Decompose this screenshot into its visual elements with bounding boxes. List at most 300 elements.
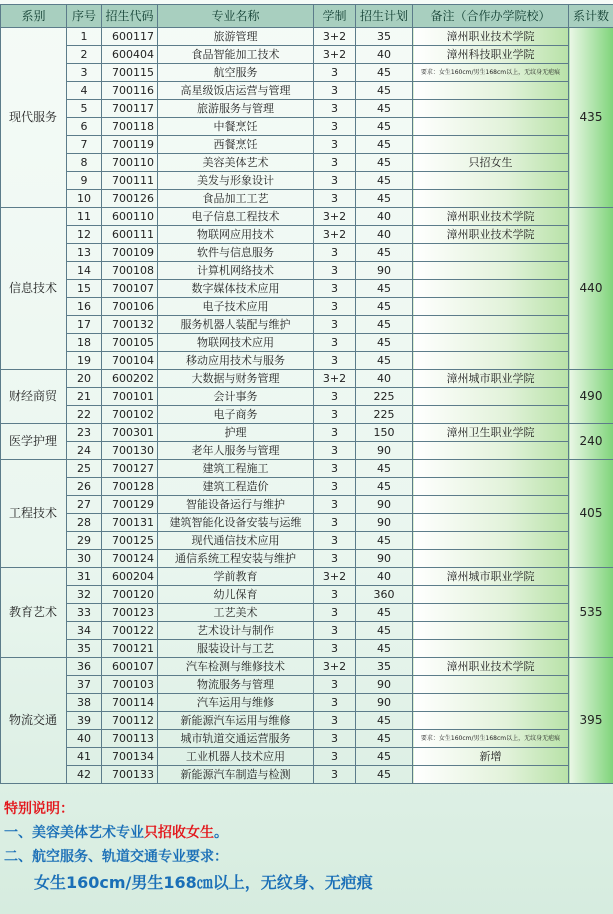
plan-cell: 45 (356, 748, 413, 766)
note-cell: 漳州职业技术学院 (413, 208, 569, 226)
major-cell: 艺术设计与制作 (158, 622, 314, 640)
table-row (1, 532, 613, 550)
note-cell (413, 694, 569, 712)
major-cell: 电子商务 (158, 406, 314, 424)
years-cell: 3 (314, 262, 356, 280)
seq-cell: 5 (67, 100, 102, 118)
code-cell: 700126 (102, 190, 158, 208)
note-cell: 要求：女生160cm/男生168cm以上，无纹身无疤痕 (413, 730, 569, 748)
years-cell: 3+2 (314, 46, 356, 64)
seq-cell: 29 (67, 532, 102, 550)
table-header (1, 5, 613, 28)
table-row (1, 622, 613, 640)
seq-cell: 19 (67, 352, 102, 370)
table-row (1, 478, 613, 496)
major-cell: 新能源汽车运用与维修 (158, 712, 314, 730)
major-cell: 美发与形象设计 (158, 172, 314, 190)
note-cell (413, 172, 569, 190)
plan-cell: 45 (356, 532, 413, 550)
header-plan: 招生计划 (356, 5, 413, 28)
plan-cell: 90 (356, 262, 413, 280)
major-cell: 移动应用技术与服务 (158, 352, 314, 370)
years-cell: 3+2 (314, 226, 356, 244)
header-total: 系计数 (569, 5, 613, 28)
code-cell: 700116 (102, 82, 158, 100)
seq-cell: 16 (67, 298, 102, 316)
note-cell: 只招女生 (413, 154, 569, 172)
code-cell: 700111 (102, 172, 158, 190)
years-cell: 3 (314, 406, 356, 424)
note-cell (413, 766, 569, 784)
seq-cell: 23 (67, 424, 102, 442)
note-cell (413, 244, 569, 262)
plan-cell: 45 (356, 460, 413, 478)
major-cell: 汽车运用与维修 (158, 694, 314, 712)
seq-cell: 24 (67, 442, 102, 460)
note-cell (413, 406, 569, 424)
code-cell: 700117 (102, 100, 158, 118)
note-cell: 新增 (413, 748, 569, 766)
table-row (1, 226, 613, 244)
plan-cell: 150 (356, 424, 413, 442)
code-cell: 700109 (102, 244, 158, 262)
years-cell: 3+2 (314, 28, 356, 46)
major-cell: 新能源汽车制造与检测 (158, 766, 314, 784)
header-code: 招生代码 (102, 5, 158, 28)
code-cell: 700113 (102, 730, 158, 748)
plan-cell: 45 (356, 478, 413, 496)
table-row (1, 154, 613, 172)
years-cell: 3+2 (314, 658, 356, 676)
table-row (1, 640, 613, 658)
note-cell: 要求：女生160cm/男生168cm以上，无纹身无疤痕 (413, 64, 569, 82)
table-row (1, 676, 613, 694)
code-cell: 700112 (102, 712, 158, 730)
seq-cell: 11 (67, 208, 102, 226)
years-cell: 3+2 (314, 208, 356, 226)
plan-cell: 90 (356, 694, 413, 712)
plan-cell: 90 (356, 550, 413, 568)
plan-cell: 90 (356, 676, 413, 694)
dept-total-cell: 490 (569, 370, 613, 424)
seq-cell: 20 (67, 370, 102, 388)
table-row (1, 46, 613, 64)
major-cell: 物流服务与管理 (158, 676, 314, 694)
plan-cell: 45 (356, 136, 413, 154)
plan-cell: 35 (356, 28, 413, 46)
table-row (1, 442, 613, 460)
years-cell: 3 (314, 244, 356, 262)
seq-cell: 10 (67, 190, 102, 208)
table-row (1, 262, 613, 280)
note-cell: 漳州科技职业学院 (413, 46, 569, 64)
seq-cell: 18 (67, 334, 102, 352)
dept-total-cell: 395 (569, 658, 613, 784)
major-cell: 护理 (158, 424, 314, 442)
code-cell: 700105 (102, 334, 158, 352)
years-cell: 3 (314, 766, 356, 784)
seq-cell: 40 (67, 730, 102, 748)
dept-cell: 物流交通 (1, 658, 67, 784)
years-cell: 3 (314, 100, 356, 118)
major-cell: 工艺美术 (158, 604, 314, 622)
header-seq: 序号 (67, 5, 102, 28)
major-cell: 会计事务 (158, 388, 314, 406)
seq-cell: 42 (67, 766, 102, 784)
note-cell (413, 316, 569, 334)
years-cell: 3 (314, 118, 356, 136)
major-cell: 计算机网络技术 (158, 262, 314, 280)
code-cell: 700108 (102, 262, 158, 280)
code-cell: 700106 (102, 298, 158, 316)
major-cell: 通信系统工程安装与维护 (158, 550, 314, 568)
years-cell: 3 (314, 550, 356, 568)
note-cell (413, 280, 569, 298)
major-cell: 幼儿保育 (158, 586, 314, 604)
major-cell: 智能设备运行与维护 (158, 496, 314, 514)
table-row (1, 298, 613, 316)
note-cell (413, 604, 569, 622)
code-cell: 700129 (102, 496, 158, 514)
code-cell: 600202 (102, 370, 158, 388)
seq-cell: 34 (67, 622, 102, 640)
major-cell: 大数据与财务管理 (158, 370, 314, 388)
table-row (1, 280, 613, 298)
table-row (1, 370, 613, 388)
special-notes (0, 794, 613, 914)
years-cell: 3 (314, 136, 356, 154)
major-cell: 汽车检测与维修技术 (158, 658, 314, 676)
table-row (1, 424, 613, 442)
plan-cell: 90 (356, 514, 413, 532)
major-cell: 现代通信技术应用 (158, 532, 314, 550)
note-cell (413, 514, 569, 532)
seq-cell: 21 (67, 388, 102, 406)
seq-cell: 41 (67, 748, 102, 766)
seq-cell: 9 (67, 172, 102, 190)
plan-cell: 45 (356, 352, 413, 370)
table-row (1, 748, 613, 766)
note-cell (413, 136, 569, 154)
seq-cell: 2 (67, 46, 102, 64)
plan-cell: 45 (356, 118, 413, 136)
plan-cell: 45 (356, 622, 413, 640)
code-cell: 700127 (102, 460, 158, 478)
major-cell: 美容美体艺术 (158, 154, 314, 172)
note-cell (413, 388, 569, 406)
major-cell: 学前教育 (158, 568, 314, 586)
table-row (1, 586, 613, 604)
major-cell: 软件与信息服务 (158, 244, 314, 262)
seq-cell: 37 (67, 676, 102, 694)
years-cell: 3 (314, 730, 356, 748)
seq-cell: 33 (67, 604, 102, 622)
code-cell: 600117 (102, 28, 158, 46)
dept-total-cell: 435 (569, 28, 613, 208)
table-row (1, 712, 613, 730)
code-cell: 600404 (102, 46, 158, 64)
plan-cell: 45 (356, 100, 413, 118)
table-row (1, 766, 613, 784)
years-cell: 3 (314, 442, 356, 460)
major-cell: 中餐烹饪 (158, 118, 314, 136)
note-cell: 漳州职业技术学院 (413, 658, 569, 676)
note-cell (413, 262, 569, 280)
note-cell (413, 442, 569, 460)
note-line-1-b: 只招收女生 (144, 825, 214, 841)
table-row (1, 604, 613, 622)
dept-cell: 教育艺术 (1, 568, 67, 658)
dept-cell: 财经商贸 (1, 370, 67, 424)
code-cell: 700104 (102, 352, 158, 370)
major-cell: 建筑智能化设备安装与运维 (158, 514, 314, 532)
code-cell: 600107 (102, 658, 158, 676)
plan-cell: 45 (356, 154, 413, 172)
table-row (1, 316, 613, 334)
years-cell: 3 (314, 586, 356, 604)
years-cell: 3 (314, 280, 356, 298)
major-cell: 服务机器人装配与维护 (158, 316, 314, 334)
code-cell: 700128 (102, 478, 158, 496)
table-row (1, 514, 613, 532)
seq-cell: 17 (67, 316, 102, 334)
code-cell: 700131 (102, 514, 158, 532)
plan-cell: 45 (356, 190, 413, 208)
plan-cell: 45 (356, 730, 413, 748)
note-cell (413, 640, 569, 658)
code-cell: 700124 (102, 550, 158, 568)
years-cell: 3 (314, 190, 356, 208)
plan-cell: 45 (356, 298, 413, 316)
note-cell (413, 478, 569, 496)
seq-cell: 1 (67, 28, 102, 46)
years-cell: 3 (314, 694, 356, 712)
note-line-1 (4, 822, 228, 842)
plan-cell: 40 (356, 226, 413, 244)
dept-total-cell: 240 (569, 424, 613, 460)
major-cell: 工业机器人技术应用 (158, 748, 314, 766)
years-cell: 3 (314, 496, 356, 514)
code-cell: 700301 (102, 424, 158, 442)
plan-cell: 45 (356, 604, 413, 622)
years-cell: 3 (314, 748, 356, 766)
dept-cell: 信息技术 (1, 208, 67, 370)
years-cell: 3+2 (314, 568, 356, 586)
major-cell: 旅游管理 (158, 28, 314, 46)
dept-cell: 医学护理 (1, 424, 67, 460)
seq-cell: 36 (67, 658, 102, 676)
major-cell: 城市轨道交通运营服务 (158, 730, 314, 748)
table-row (1, 208, 613, 226)
enrollment-table (0, 4, 613, 784)
dept-total-cell: 440 (569, 208, 613, 370)
plan-cell: 40 (356, 370, 413, 388)
years-cell: 3 (314, 712, 356, 730)
plan-cell: 45 (356, 244, 413, 262)
dept-cell: 工程技术 (1, 460, 67, 568)
years-cell: 3 (314, 316, 356, 334)
table-row (1, 730, 613, 748)
years-cell: 3 (314, 676, 356, 694)
major-cell: 食品智能加工技术 (158, 46, 314, 64)
years-cell: 3 (314, 622, 356, 640)
major-cell: 高星级饭店运营与管理 (158, 82, 314, 100)
seq-cell: 28 (67, 514, 102, 532)
years-cell: 3 (314, 532, 356, 550)
major-cell: 西餐烹饪 (158, 136, 314, 154)
table-row (1, 190, 613, 208)
code-cell: 700102 (102, 406, 158, 424)
seq-cell: 38 (67, 694, 102, 712)
dept-total-cell: 535 (569, 568, 613, 658)
plan-cell: 45 (356, 712, 413, 730)
seq-cell: 3 (67, 64, 102, 82)
table-row (1, 28, 613, 46)
table-row (1, 352, 613, 370)
seq-cell: 6 (67, 118, 102, 136)
note-cell (413, 712, 569, 730)
major-cell: 建筑工程施工 (158, 460, 314, 478)
years-cell: 3 (314, 82, 356, 100)
years-cell: 3 (314, 460, 356, 478)
notes-title: 特别说明： (4, 801, 74, 817)
code-cell: 700114 (102, 694, 158, 712)
years-cell: 3 (314, 604, 356, 622)
plan-cell: 225 (356, 406, 413, 424)
note-cell: 漳州职业技术学院 (413, 28, 569, 46)
seq-cell: 31 (67, 568, 102, 586)
note-line-3: 女生160cm/男生168㎝以上，无纹身、无疤痕 (34, 873, 373, 892)
major-cell: 电子技术应用 (158, 298, 314, 316)
code-cell: 700130 (102, 442, 158, 460)
table-row (1, 694, 613, 712)
code-cell: 700120 (102, 586, 158, 604)
plan-cell: 360 (356, 586, 413, 604)
note-line-2: 二、航空服务、轨道交通专业要求： (4, 849, 228, 865)
plan-cell: 45 (356, 316, 413, 334)
table-row (1, 172, 613, 190)
code-cell: 700132 (102, 316, 158, 334)
code-cell: 700122 (102, 622, 158, 640)
table-row (1, 100, 613, 118)
header-note: 备注（合作办学院校） (413, 5, 569, 28)
table-row (1, 82, 613, 100)
code-cell: 700101 (102, 388, 158, 406)
code-cell: 700119 (102, 136, 158, 154)
note-cell (413, 460, 569, 478)
years-cell: 3 (314, 352, 356, 370)
major-cell: 电子信息工程技术 (158, 208, 314, 226)
seq-cell: 22 (67, 406, 102, 424)
note-line-1-c: 。 (214, 825, 228, 841)
table-row (1, 64, 613, 82)
note-line-1-a: 一、美容美体艺术专业 (4, 825, 144, 841)
seq-cell: 39 (67, 712, 102, 730)
years-cell: 3 (314, 424, 356, 442)
seq-cell: 35 (67, 640, 102, 658)
note-cell (413, 298, 569, 316)
table-row (1, 658, 613, 676)
dept-cell: 现代服务 (1, 28, 67, 208)
years-cell: 3 (314, 64, 356, 82)
note-cell (413, 190, 569, 208)
note-cell (413, 586, 569, 604)
note-cell (413, 100, 569, 118)
code-cell: 700110 (102, 154, 158, 172)
plan-cell: 45 (356, 766, 413, 784)
seq-cell: 8 (67, 154, 102, 172)
code-cell: 700133 (102, 766, 158, 784)
header-years: 学制 (314, 5, 356, 28)
table-row (1, 334, 613, 352)
code-cell: 700134 (102, 748, 158, 766)
plan-cell: 45 (356, 82, 413, 100)
plan-cell: 40 (356, 208, 413, 226)
table-row (1, 568, 613, 586)
code-cell: 700115 (102, 64, 158, 82)
seq-cell: 12 (67, 226, 102, 244)
code-cell: 600110 (102, 208, 158, 226)
code-cell: 600111 (102, 226, 158, 244)
header-major: 专业名称 (158, 5, 314, 28)
table-row (1, 388, 613, 406)
code-cell: 700103 (102, 676, 158, 694)
seq-cell: 30 (67, 550, 102, 568)
header-dept: 系别 (1, 5, 67, 28)
plan-cell: 45 (356, 640, 413, 658)
plan-cell: 90 (356, 442, 413, 460)
seq-cell: 32 (67, 586, 102, 604)
note-cell (413, 334, 569, 352)
seq-cell: 27 (67, 496, 102, 514)
seq-cell: 4 (67, 82, 102, 100)
seq-cell: 26 (67, 478, 102, 496)
plan-cell: 40 (356, 46, 413, 64)
note-cell (413, 118, 569, 136)
major-cell: 服装设计与工艺 (158, 640, 314, 658)
table-body (1, 28, 613, 784)
seq-cell: 13 (67, 244, 102, 262)
plan-cell: 225 (356, 388, 413, 406)
note-cell (413, 82, 569, 100)
plan-cell: 40 (356, 568, 413, 586)
seq-cell: 25 (67, 460, 102, 478)
seq-cell: 14 (67, 262, 102, 280)
note-cell: 漳州职业技术学院 (413, 226, 569, 244)
years-cell: 3 (314, 478, 356, 496)
plan-cell: 45 (356, 172, 413, 190)
table-row (1, 118, 613, 136)
note-cell: 漳州城市职业学院 (413, 568, 569, 586)
dept-total-cell: 405 (569, 460, 613, 568)
code-cell: 700107 (102, 280, 158, 298)
table-row (1, 244, 613, 262)
years-cell: 3 (314, 298, 356, 316)
major-cell: 老年人服务与管理 (158, 442, 314, 460)
plan-cell: 45 (356, 280, 413, 298)
major-cell: 旅游服务与管理 (158, 100, 314, 118)
plan-cell: 35 (356, 658, 413, 676)
years-cell: 3+2 (314, 370, 356, 388)
note-cell: 漳州卫生职业学院 (413, 424, 569, 442)
years-cell: 3 (314, 334, 356, 352)
code-cell: 700121 (102, 640, 158, 658)
seq-cell: 7 (67, 136, 102, 154)
note-cell (413, 532, 569, 550)
years-cell: 3 (314, 154, 356, 172)
major-cell: 食品加工工艺 (158, 190, 314, 208)
code-cell: 700123 (102, 604, 158, 622)
